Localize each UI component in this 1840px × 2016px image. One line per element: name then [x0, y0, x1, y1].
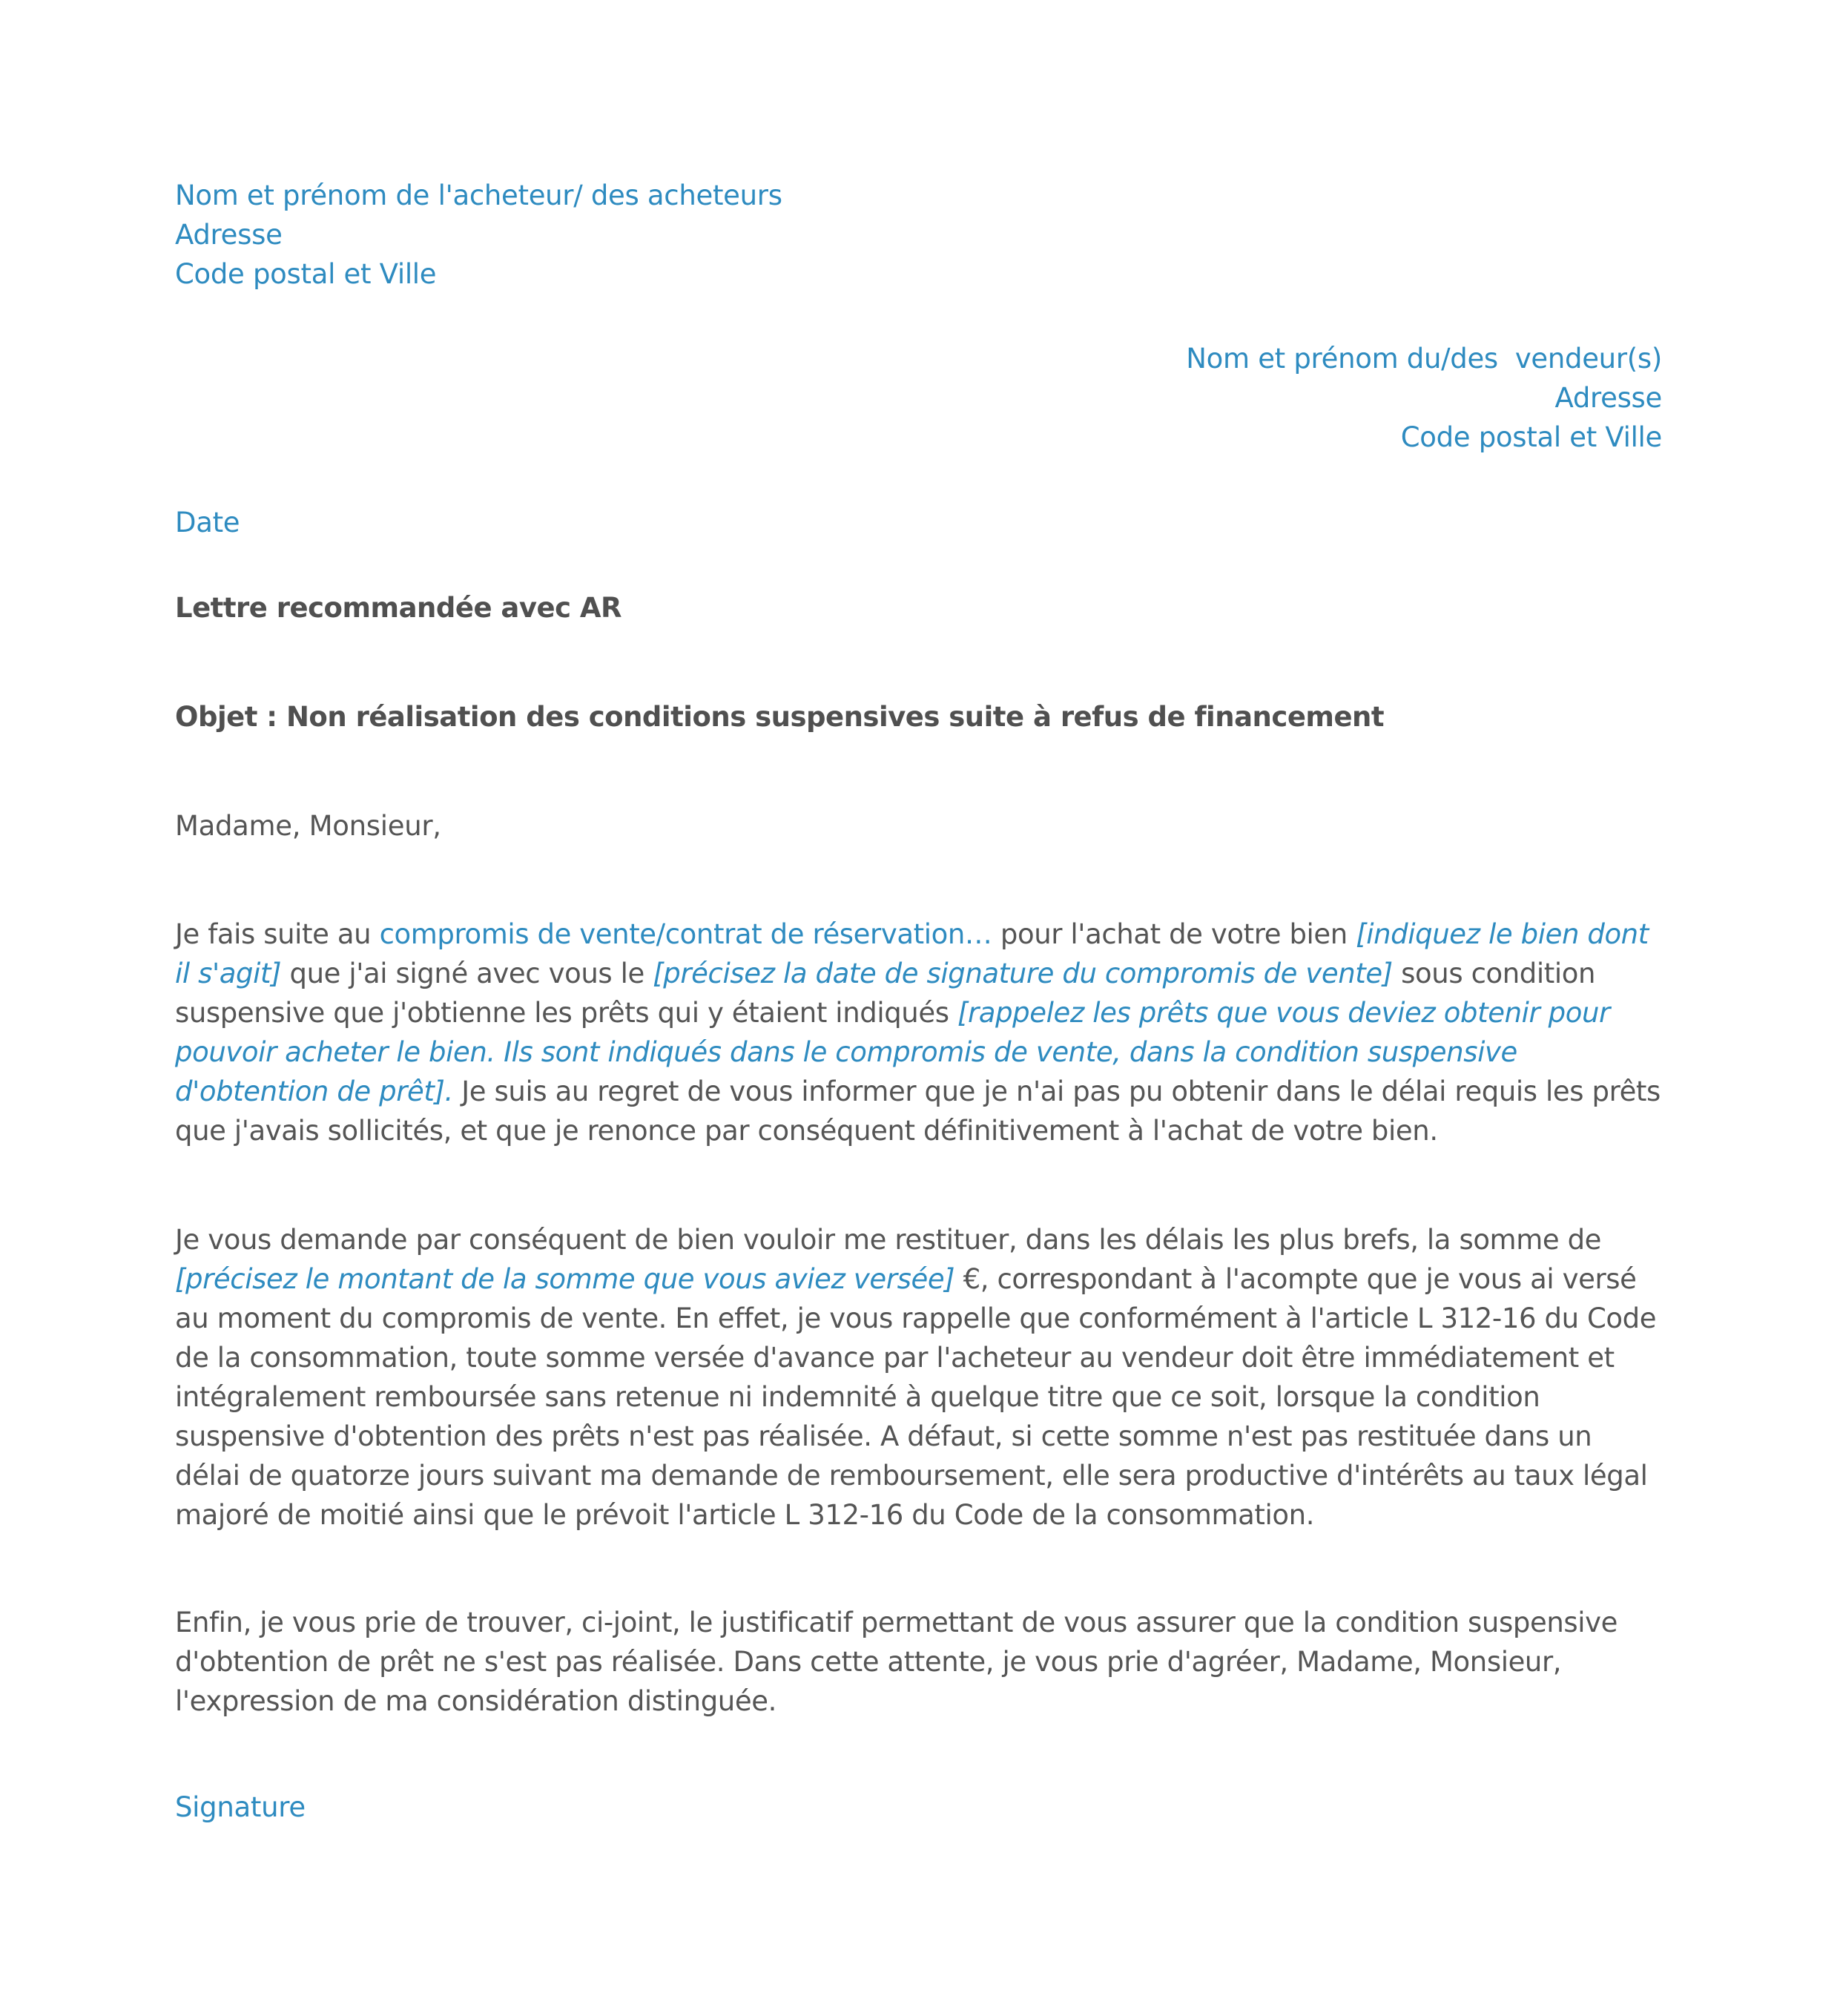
placeholder-prets: [rappelez les prêts que vous deviez obtenir pour pouvoir acheter le bien. Ils sont indiqués dans le compromis de vente, dans la condition suspensive d'obtention de prêt]. [175, 997, 1610, 1107]
letter-date: Date [175, 507, 240, 538]
p1-text-4: sous condition suspensive que j'obtienne les prêts qui y étaient indiqués [175, 958, 1596, 1029]
p2-text-1: Je vous demande par conséquent de bien vouloir me restituer, dans les délais les plus brefs, la somme de [175, 1224, 1602, 1256]
placeholder-contract: compromis de vente/contrat de réservation… [379, 918, 992, 950]
sender-address: Adresse [175, 219, 283, 251]
placeholder-montant: [précisez le montant de la somme que vous aviez versée] [175, 1263, 955, 1295]
paragraph-1 [175, 915, 1662, 1150]
signature: Signature [175, 1791, 306, 1823]
sender-name: Nom et prénom de l'acheteur/ des acheteurs [175, 179, 782, 211]
sender-block [175, 176, 782, 294]
placeholder-signature-date: [précisez la date de signature du compromis de vente] [653, 958, 1393, 989]
paragraph-3: Enfin, je vous prie de trouver, ci-joint, le justificatif permettant de vous assurer que la condition suspensive d'obtention de prêt ne s'est pas réalisée. Dans cette attente, je vous prie d'agréer, Madame, Monsieur, l'expression de ma considération distinguée. [175, 1607, 1618, 1717]
p1-text-2: pour l'achat de votre bien [992, 918, 1356, 950]
delivery-mode: Lettre recommandée avec AR [175, 592, 622, 624]
letter-subject: Objet : Non réalisation des conditions suspensives suite à refus de financement [175, 701, 1385, 733]
greeting: Madame, Monsieur, [175, 810, 441, 842]
recipient-block [1186, 339, 1662, 457]
recipient-city: Code postal et Ville [1400, 421, 1662, 453]
placeholder-bien: [indiquez le bien dont il s'agit] [175, 918, 1649, 989]
sender-city: Code postal et Ville [175, 258, 437, 290]
recipient-name: Nom et prénom du/des vendeur(s) [1186, 343, 1662, 375]
p2-text-2: €, correspondant à l'acompte que je vous ai versé au moment du compromis de vente. En effet, je vous rappelle que conformément à l'article L 312-16 du Code de la consommation, toute somme versée d'avance par l'acheteur au vendeur doit être immédiatement et intégralement remboursée sans retenue ni indemnité à quelque titre que ce soit, lorsque la condition suspensive d'obtention des prêts n'est pas réalisée. A défaut, si cette somme n'est pas restituée dans un délai de quatorze jours suivant ma demande de remboursement, elle sera productive d'intérêts au taux légal majoré de moitié ainsi que le prévoit l'article L 312-16 du Code de la consommation. [175, 1263, 1657, 1531]
p1-text-5: Je suis au regret de vous informer que je n'ai pas pu obtenir dans le délai requis les prêts que j'avais sollicités, et que je renonce par conséquent définitivement à l'achat de votre bien. [175, 1075, 1661, 1147]
recipient-address: Adresse [1554, 382, 1662, 414]
p1-text-1: Je fais suite au [175, 918, 380, 950]
p1-text-3: que j'ai signé avec vous le [281, 958, 653, 989]
paragraph-2 [175, 1220, 1662, 1535]
